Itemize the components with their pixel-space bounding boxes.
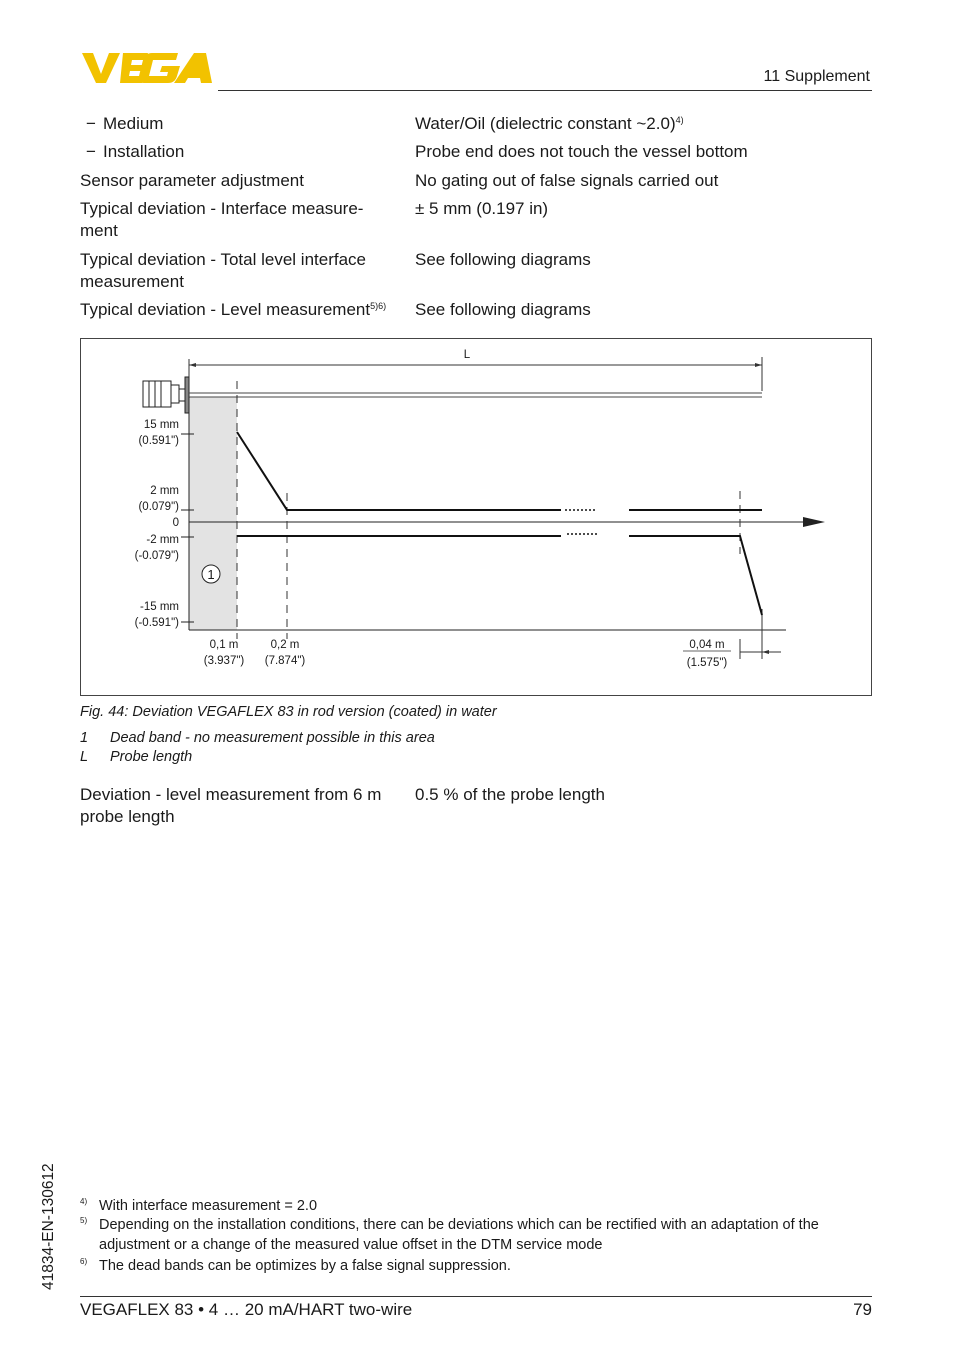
spec-label-installation: − Installation bbox=[86, 142, 185, 161]
spec-label-interface-deviation: Typical deviation - Interface measure- ment bbox=[80, 199, 364, 240]
y-tick-15mm: 15 mm bbox=[143, 419, 179, 431]
spec-value-level-deviation: See following diagrams bbox=[415, 300, 591, 319]
footnote-5: 5) Depending on the installation conditions, there can be deviations which can be rectified with an adaptation of the adjustment or a change of the measured value offset in the DTM service mode bbox=[80, 1216, 819, 1253]
x-tick-0-1m: 0,1 m bbox=[209, 639, 239, 651]
y-tick-0: 0 bbox=[172, 517, 179, 529]
y-tick-minus2mm: -2 mm bbox=[146, 534, 179, 546]
svg-text:1: 1 bbox=[207, 567, 215, 582]
x-tick-0-1m-in: (3.937") bbox=[203, 655, 245, 667]
spec-label-total-interface-deviation: Typical deviation - Total level interface measurement bbox=[80, 250, 367, 291]
y-tick-2mm-in: (0.079") bbox=[138, 501, 179, 513]
spec-value-installation: Probe end does not touch the vessel bottom bbox=[415, 142, 748, 161]
spec-label-medium: − Medium bbox=[86, 114, 164, 133]
deviation-curve-lower bbox=[237, 536, 762, 615]
header-rule bbox=[218, 90, 872, 91]
vega-logo bbox=[82, 50, 212, 86]
y-tick-minus15mm-in: (-0.591") bbox=[134, 617, 179, 629]
deviation-diagram bbox=[80, 338, 872, 696]
x-tick-0-04m: 0,04 m bbox=[689, 639, 725, 651]
x-tick-0-2m: 0,2 m bbox=[270, 639, 300, 651]
footnote-4: 4) With interface measurement = 2.0 bbox=[80, 1197, 318, 1214]
dead-band-area bbox=[189, 397, 237, 630]
legend-item-probe-length: L Probe length bbox=[80, 749, 193, 765]
x-tick-0-2m-in: (7.874") bbox=[264, 655, 306, 667]
spec-value-medium: Water/Oil (dielectric constant ~2.0)$^{4)}$ bbox=[415, 114, 684, 133]
spec-value-interface-deviation: ± 5 mm (0.197 in) bbox=[415, 199, 549, 218]
spec-label-level-deviation: Typical deviation - Level measurement$^{5)6)}$ bbox=[80, 300, 387, 319]
deviation-value: 0.5 % of the probe length bbox=[415, 785, 605, 804]
footer-title: VEGAFLEX 83 • 4 … 20 mA/HART two-wire bbox=[80, 1300, 413, 1319]
document-id: 41834-EN-130612 bbox=[40, 1163, 57, 1290]
y-tick-2mm: 2 mm bbox=[150, 485, 179, 497]
spec-value-sensor-adjustment: No gating out of false signals carried out bbox=[415, 171, 719, 190]
y-tick-minus2mm-in: (-0.079") bbox=[134, 550, 179, 562]
spec-value-total-interface-deviation: See following diagrams bbox=[415, 250, 591, 269]
footer-rule bbox=[80, 1296, 872, 1297]
section-title: 11 Supplement bbox=[763, 68, 870, 85]
probe-length-label: L bbox=[463, 349, 471, 361]
probe-head-icon bbox=[143, 377, 189, 413]
y-tick-15mm-in: (0.591") bbox=[138, 435, 179, 447]
page-number: 79 bbox=[853, 1300, 872, 1319]
spec-label-sensor-adjustment: Sensor parameter adjustment bbox=[80, 171, 304, 190]
deviation-curve-upper bbox=[237, 432, 762, 510]
figure-caption: Fig. 44: Deviation VEGAFLEX 83 in rod version (coated) in water bbox=[80, 704, 497, 720]
deviation-label: Deviation - level measurement from 6 m probe length bbox=[80, 785, 382, 826]
legend-item-dead-band: 1 Dead band - no measurement possible in this area bbox=[80, 730, 435, 746]
axis-arrow-icon bbox=[803, 517, 825, 527]
footnote-6: 6) The dead bands can be optimizes by a false signal suppression. bbox=[80, 1257, 511, 1274]
x-tick-0-04m-in: (1.575") bbox=[686, 657, 728, 669]
y-tick-minus15mm: -15 mm bbox=[140, 601, 179, 613]
